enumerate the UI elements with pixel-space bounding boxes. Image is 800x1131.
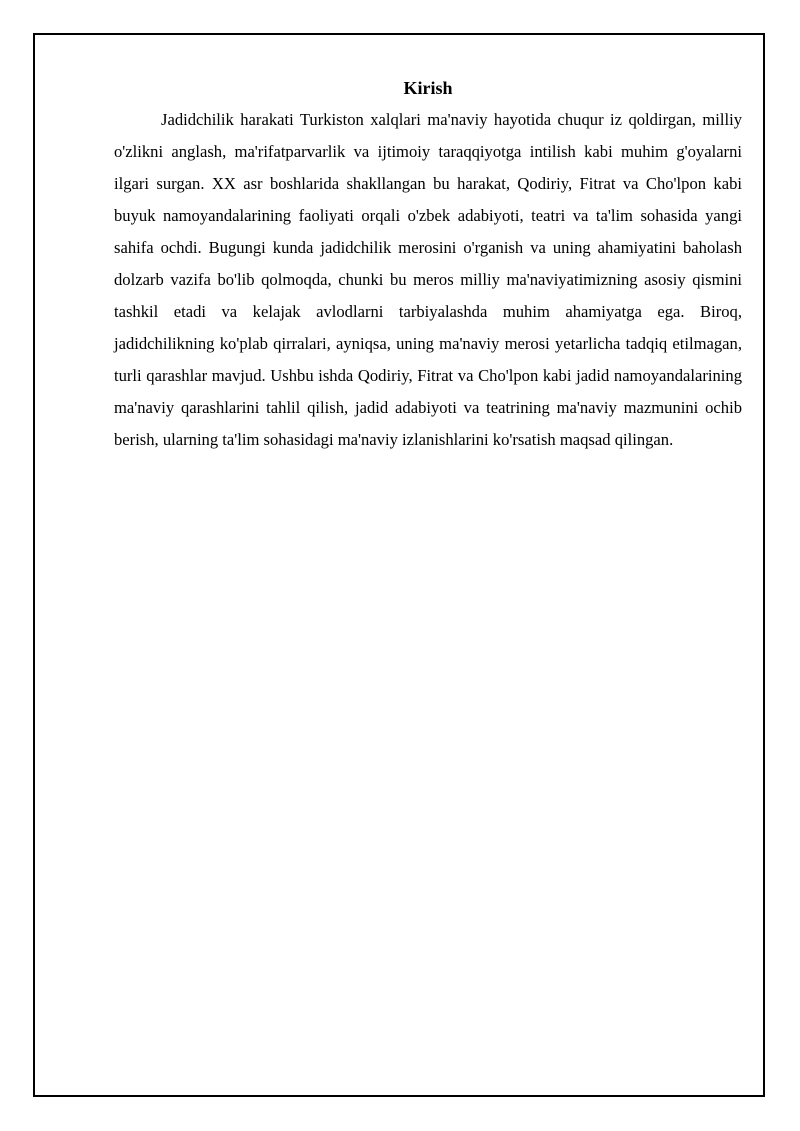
document-body — [114, 76, 742, 456]
section-title: Kirish — [403, 78, 453, 98]
intro-paragraph: Jadidchilik harakati Turkiston xalqlari ma'naviy hayotida chuqur iz qoldirgan, milliy o'zlikni anglash, ma'rifatparvarlik va ijtimoiy taraqqiyotga intilish kabi muhim g'oyalarni ilgari surgan. XX asr boshlarida shakllangan bu harakat, Qodiriy, Fitrat va Cho'lpon kabi buyuk namoyandalarining faoliyati orqali o'zbek adabiyoti, teatri va ta'lim sohasida yangi sahifa ochdi. Bugungi kunda jadidchilik merosini o'rganish va uning ahamiyatini baholash dolzarb vazifa bo'lib qolmoqda, chunki bu meros milliy ma'naviyatimizning asosiy qismini tashkil etadi va kelajak avlodlarni tarbiyalashda muhim ahamiyatga ega. Biroq, jadidchilikning ko'plab qirralari, ayniqsa, uning ma'naviy merosi yetarlicha tadqiq etilmagan, turli qarashlar mavjud. Ushbu ishda Qodiriy, Fitrat va Cho'lpon kabi jadid namoyandalarining ma'naviy qarashlarini tahlil qilish, jadid adabiyoti va teatrining ma'naviy mazmunini ochib berish, ularning ta'lim sohasidagi ma'naviy izlanishlarini ko'rsatish maqsad qilingan. — [114, 110, 742, 449]
